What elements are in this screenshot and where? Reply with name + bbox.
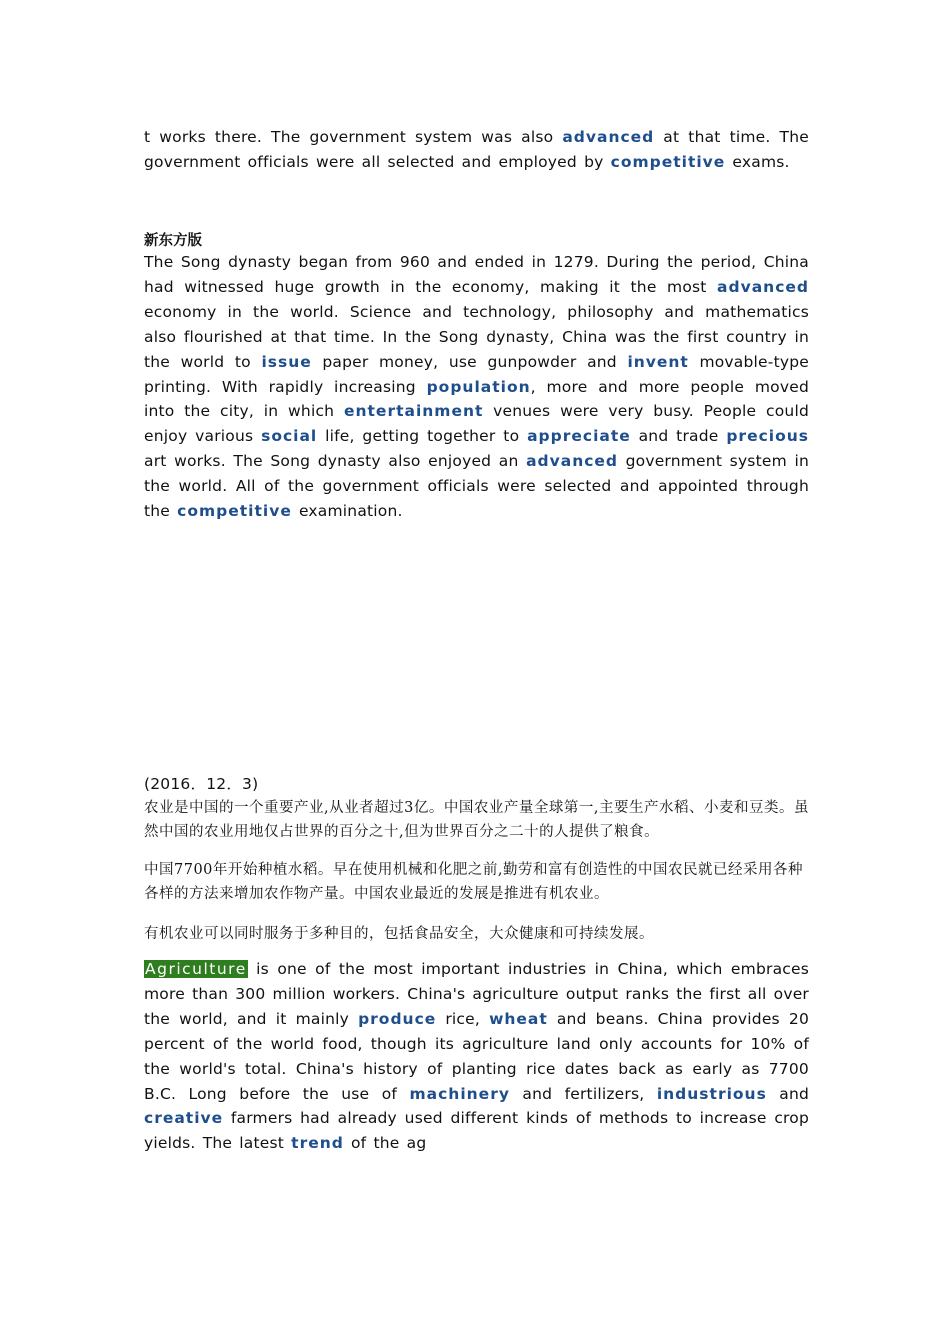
keyword-highlight: social xyxy=(261,427,318,446)
keyword-highlight: advanced xyxy=(562,128,655,146)
keyword-highlight: advanced xyxy=(526,452,619,471)
keyword-highlight: invent xyxy=(627,352,689,371)
highlighted-word: Agriculture xyxy=(145,960,247,978)
text-run: t works there. The government system was also xyxy=(144,128,563,146)
text-run: life, getting together to xyxy=(317,427,528,446)
text-run: , more and more people moved into the city, in which xyxy=(144,377,809,421)
date-line: (2016．12．3) xyxy=(144,775,259,793)
keyword-highlight: appreciate xyxy=(527,427,631,446)
keyword-highlight: machinery xyxy=(409,1084,510,1103)
keyword-highlight: competitive xyxy=(610,152,726,171)
zh-paragraph-rice-history: 中国7700年开始种植水稻。早在使用机械和化肥之前,勤劳和富有创造性的中国农民就已经采用各种各样的方法来增加农作物产量。中国农业最近的发展是推进有机农业。 xyxy=(144,862,804,902)
keyword-highlight: entertainment xyxy=(343,402,484,421)
paragraph-china-agriculture xyxy=(144,957,809,1156)
text-run: and trade xyxy=(630,427,727,446)
text-run: economy in the world. Science and technology, philosophy and mathematics also flourished at that time. In the Song dynasty, China was the first country in the world to xyxy=(144,302,809,371)
text-run: is one of the most important industries in China, which embraces more than 300 million workers. China's agriculture output ranks the first all over the world, and it mainly xyxy=(144,960,810,1028)
text-run: examination. xyxy=(291,502,403,521)
keyword-highlight: precious xyxy=(726,427,809,446)
text-run: The Song dynasty began from 960 and ended in 1279. During the period, China had witnessed huge growth in the economy, making it the most xyxy=(144,253,809,296)
text-run: movable-type printing. With rapidly increasing xyxy=(144,352,809,396)
text-run: and xyxy=(766,1084,810,1103)
text-run: farmers had already used different kinds of methods to increase crop yields. The latest xyxy=(144,1109,809,1153)
keyword-highlight: advanced xyxy=(717,277,809,296)
text-run: government system in the world. All of the government officials were selected and appointed through the xyxy=(144,452,809,521)
paragraph-song-dynasty xyxy=(144,250,809,524)
text-run: at that time. The government officials were all selected and employed by xyxy=(144,128,809,171)
keyword-highlight: wheat xyxy=(489,1009,548,1028)
keyword-highlight: issue xyxy=(261,352,312,371)
text-run: exams. xyxy=(725,152,790,171)
keyword-highlight: industrious xyxy=(656,1084,767,1103)
text-run: of the ag xyxy=(343,1134,427,1153)
zh-paragraph-organic-farming: 有机农业可以同时服务于多种目的，包括食品安全，大众健康和可持续发展。 xyxy=(144,926,654,942)
zh-paragraph-agriculture-industry: 农业是中国的一个重要产业,从业者超过3亿。中国农业产量全球第一,主要生产水稻、小麦和豆类。虽然中国的农业用地仅占世界的百分之十,但为世界百分之二十的人提供了粮食。 xyxy=(144,800,809,840)
keyword-highlight: competitive xyxy=(177,502,292,521)
text-run: and fertilizers, xyxy=(509,1084,657,1103)
keyword-highlight: creative xyxy=(144,1109,224,1128)
section-heading: 新东方版 xyxy=(144,233,202,249)
text-run: art works. The Song dynasty also enjoyed an xyxy=(144,452,527,471)
text-run: paper money, use gunpowder and xyxy=(311,352,628,371)
text-run: venues were very busy. People could enjoy various xyxy=(144,402,809,446)
keyword-highlight: population xyxy=(426,377,531,396)
text-run: and beans. China provides 20 percent of the world food, though its agriculture land only accounts for 10% of the world's total. China's history of planting rice dates back as early as 7700 B.C. Long before the use of xyxy=(144,1009,810,1103)
text-run: rice, xyxy=(436,1009,490,1028)
keyword-highlight: produce xyxy=(358,1009,437,1028)
paragraph-song-government-continued xyxy=(144,125,809,175)
keyword-highlight: trend xyxy=(291,1134,344,1153)
